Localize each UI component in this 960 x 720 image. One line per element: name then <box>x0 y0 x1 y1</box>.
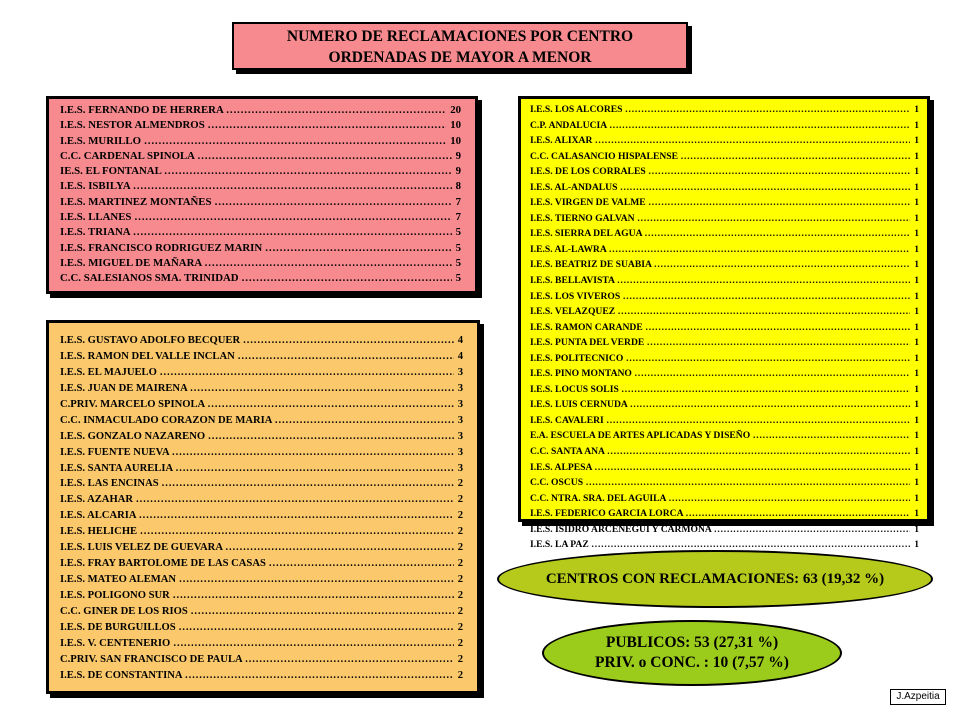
list-item <box>60 524 463 540</box>
center-name: E.A. ESCUELA DE ARTES APLICADAS Y DISEÑO ………………………………………………………………………………………………………………………………… <box>530 428 910 444</box>
list-item <box>60 349 463 365</box>
center-name: I.E.S. FRANCISCO RODRIGUEZ MARIN ………………………………………………………………………………………………………………………………… <box>60 241 452 256</box>
center-name: C.P. ANDALUCIA ………………………………………………………………………………………………………………………………… <box>530 118 910 134</box>
summary-total-text: CENTROS CON RECLAMACIONES: 63 (19,32 %) <box>545 570 885 587</box>
list-item <box>60 103 461 118</box>
center-name: I.E.S. BEATRIZ DE SUABIA ………………………………………………………………………………………………………………………………… <box>530 257 910 273</box>
list-item <box>60 164 461 179</box>
center-name: I.E.S. HELICHE ………………………………………………………………………………………………………………………………… <box>60 524 454 540</box>
complaint-count: 1 <box>914 197 919 209</box>
complaint-count: 3 <box>457 462 463 474</box>
complaint-count: 1 <box>914 430 919 442</box>
complaint-count: 1 <box>914 492 919 504</box>
list-item <box>530 522 919 538</box>
complaint-count: 4 <box>457 350 463 362</box>
center-name: I.E.S. FUENTE NUEVA ………………………………………………………………………………………………………………………………… <box>60 445 454 461</box>
panel-right-list <box>518 96 930 551</box>
list-item <box>60 195 461 210</box>
center-name: C.C. GINER DE LOS RIOS ………………………………………………………………………………………………………………………………… <box>60 604 454 620</box>
center-name: I.E.S. ISBILYA ………………………………………………………………………………………………………………………………… <box>60 179 452 194</box>
complaint-count: 1 <box>914 212 919 224</box>
center-name: C.C. CALASANCIO HISPALENSE ………………………………………………………………………………………………………………………………… <box>530 149 910 165</box>
summary-private-text: PRIV. o CONC. : 10 (7,57 %) <box>595 654 789 671</box>
center-name: I.E.S. RAMON DEL VALLE INCLAN ………………………………………………………………………………………………………………………………… <box>60 349 454 365</box>
summary-total-ellipse <box>497 550 933 608</box>
complaint-count: 8 <box>455 180 461 193</box>
center-name: I.E.S. ALPESA ………………………………………………………………………………………………………………………………… <box>530 460 910 476</box>
list-item <box>530 102 919 118</box>
complaint-count: 1 <box>914 383 919 395</box>
complaint-count: 2 <box>457 653 463 665</box>
center-name: I.E.S. ISIDRO ARCENEGUI Y CARMONA ………………………………………………………………………………………………………………………………… <box>530 522 910 538</box>
title-line-2: ORDENADAS DE MAYOR A MENOR <box>328 49 592 66</box>
list-item <box>60 118 461 133</box>
complaint-count: 1 <box>914 539 919 551</box>
list-item <box>60 508 463 524</box>
list-item <box>60 271 461 286</box>
center-name: I.E.S. DE CONSTANTINA ………………………………………………………………………………………………………………………………… <box>60 668 454 684</box>
center-name: I.E.S. MIGUEL DE MAÑARA ………………………………………………………………………………………………………………………………… <box>60 256 452 271</box>
list-item <box>60 210 461 225</box>
list-item <box>530 257 919 273</box>
list-item <box>60 604 463 620</box>
list-item <box>530 289 919 305</box>
complaint-count: 4 <box>457 335 463 346</box>
complaint-count: 3 <box>457 398 463 410</box>
list-item <box>60 636 463 652</box>
complaint-count: 1 <box>914 104 919 115</box>
list-item <box>530 242 919 258</box>
list-item <box>530 428 919 444</box>
list-item <box>530 335 919 351</box>
list-item <box>530 460 919 476</box>
list-item <box>530 118 919 134</box>
center-name: I.E.S. NESTOR ALMENDROS ………………………………………………………………………………………………………………………………… <box>60 118 446 133</box>
list-item <box>530 226 919 242</box>
center-name: I.E.S. LAS ENCINAS ………………………………………………………………………………………………………………………………… <box>60 476 454 492</box>
list-item <box>530 444 919 460</box>
list-item <box>60 256 461 271</box>
center-name: I.E.S. LLANES ………………………………………………………………………………………………………………………………… <box>60 210 452 225</box>
complaint-count: 3 <box>457 382 463 394</box>
panel-top-list <box>46 96 478 294</box>
complaint-count: 1 <box>914 477 919 489</box>
list-item <box>60 556 463 572</box>
list-item <box>530 506 919 522</box>
center-name: I.E.S. LOCUS SOLIS ………………………………………………………………………………………………………………………………… <box>530 382 910 398</box>
center-name: C.C. INMACULADO CORAZON DE MARIA ………………………………………………………………………………………………………………………………… <box>60 413 454 429</box>
complaint-count: 3 <box>457 366 463 378</box>
center-name: I.E.S. AL-LAWRA ………………………………………………………………………………………………………………………………… <box>530 242 910 258</box>
center-name: I.E.S. ALIXAR ………………………………………………………………………………………………………………………………… <box>530 133 910 149</box>
center-name: I.E.S. FEDERICO GARCIA LORCA ………………………………………………………………………………………………………………………………… <box>530 506 910 522</box>
complaint-count: 2 <box>457 558 463 570</box>
complaint-count: 1 <box>914 352 919 364</box>
list-item <box>530 382 919 398</box>
center-name: I.E.S. LOS ALCORES ………………………………………………………………………………………………………………………………… <box>530 102 910 118</box>
list-item <box>60 413 463 429</box>
list-item <box>530 211 919 227</box>
center-name: I.E.S. TIERNO GALVAN ………………………………………………………………………………………………………………………………… <box>530 211 910 227</box>
complaint-count: 5 <box>455 256 461 269</box>
center-name: I.E.S. DE BURGUILLOS ………………………………………………………………………………………………………………………………… <box>60 620 454 636</box>
list-item <box>60 381 463 397</box>
complaint-count: 1 <box>914 508 919 520</box>
complaint-count: 20 <box>450 104 461 116</box>
list-item <box>60 652 463 668</box>
list-item <box>530 149 919 165</box>
center-name: I.E.S. V. CENTENERIO ………………………………………………………………………………………………………………………………… <box>60 636 454 652</box>
complaint-count: 2 <box>457 574 463 586</box>
center-name: I.E.S. FRAY BARTOLOME DE LAS CASAS ………………………………………………………………………………………………………………………………… <box>60 556 454 572</box>
list-item <box>530 491 919 507</box>
center-name: I.E.S. AL-ANDALUS ………………………………………………………………………………………………………………………………… <box>530 180 910 196</box>
complaint-count: 2 <box>457 494 463 506</box>
list-item <box>60 241 461 256</box>
list-item <box>530 195 919 211</box>
complaint-count: 1 <box>914 399 919 411</box>
center-name: I.E.S. FERNANDO DE HERRERA ………………………………………………………………………………………………………………………………… <box>60 103 446 118</box>
complaint-count: 1 <box>914 446 919 458</box>
list-item <box>60 668 463 684</box>
complaint-count: 2 <box>457 590 463 601</box>
complaint-count: 1 <box>914 228 919 240</box>
list-item <box>530 133 919 149</box>
center-name: I.E.S. LUIS CERNUDA ………………………………………………………………………………………………………………………………… <box>530 397 910 413</box>
list-item <box>530 180 919 196</box>
list-item <box>60 365 463 381</box>
center-name: I.E.S. POLITECNICO ………………………………………………………………………………………………………………………………… <box>530 351 910 367</box>
center-name: I.E.S. DE LOS CORRALES ………………………………………………………………………………………………………………………………… <box>530 164 910 180</box>
list-item <box>530 351 919 367</box>
list-item <box>60 149 461 164</box>
center-name: I.E.S. JUAN DE MAIRENA ………………………………………………………………………………………………………………………………… <box>60 381 454 397</box>
list-item <box>530 413 919 429</box>
author-label: J.Azpeitia <box>890 689 946 705</box>
panel-bottom-list <box>46 320 480 694</box>
list-item <box>60 429 463 445</box>
list-item <box>60 620 463 636</box>
complaint-count: 1 <box>914 306 919 318</box>
complaint-count: 1 <box>914 166 919 178</box>
complaint-count: 1 <box>914 119 919 131</box>
complaint-count: 1 <box>914 461 919 473</box>
list-item <box>530 164 919 180</box>
center-name: I.E.S. MATEO ALEMAN ………………………………………………………………………………………………………………………………… <box>60 572 454 588</box>
complaint-count: 1 <box>914 523 919 535</box>
center-name: C.PRIV. MARCELO SPINOLA ………………………………………………………………………………………………………………………………… <box>60 397 454 413</box>
list-item <box>530 475 919 491</box>
center-name: I.E.S. BELLAVISTA ………………………………………………………………………………………………………………………………… <box>530 273 910 289</box>
complaint-count: 1 <box>914 135 919 147</box>
center-name: I.E.S. MARTINEZ MONTAÑES ………………………………………………………………………………………………………………………………… <box>60 195 452 210</box>
complaint-count: 2 <box>457 542 463 554</box>
center-name: I.E.S. GUSTAVO ADOLFO BECQUER ………………………………………………………………………………………………………………………………… <box>60 333 454 349</box>
center-name: I.E.S. MURILLO ………………………………………………………………………………………………………………………………… <box>60 134 446 149</box>
list-item <box>60 461 463 477</box>
complaint-count: 9 <box>455 149 461 162</box>
complaint-count: 5 <box>455 226 461 239</box>
summary-public-text: PUBLICOS: 53 (27,31 %) <box>605 634 779 651</box>
center-name: I.E.S. PINO MONTANO ………………………………………………………………………………………………………………………………… <box>530 366 910 382</box>
center-name: I.E.S. LOS VIVEROS ………………………………………………………………………………………………………………………………… <box>530 289 910 305</box>
complaint-count: 7 <box>455 211 461 224</box>
complaint-count: 9 <box>455 165 461 178</box>
list-item <box>60 225 461 240</box>
list-item <box>60 445 463 461</box>
center-name: I.E.S. SANTA AURELIA ………………………………………………………………………………………………………………………………… <box>60 461 454 477</box>
complaint-count: 1 <box>914 290 919 302</box>
complaint-count: 10 <box>450 119 461 132</box>
center-name: I.E.S. RAMON CARANDE ………………………………………………………………………………………………………………………………… <box>530 320 910 336</box>
center-name: I.E.S. AZAHAR ………………………………………………………………………………………………………………………………… <box>60 492 454 508</box>
list-item <box>530 397 919 413</box>
complaint-count: 1 <box>914 337 919 349</box>
complaint-count: 1 <box>914 243 919 255</box>
complaint-count: 1 <box>914 181 919 193</box>
complaint-count: 3 <box>457 446 463 458</box>
center-name: I.E.S. EL MAJUELO ………………………………………………………………………………………………………………………………… <box>60 365 454 381</box>
list-item <box>530 366 919 382</box>
list-item <box>60 572 463 588</box>
list-item <box>530 304 919 320</box>
center-name: C.C. OSCUS ………………………………………………………………………………………………………………………………… <box>530 475 910 491</box>
center-name: C.C. SALESIANOS SMA. TRINIDAD ………………………………………………………………………………………………………………………………… <box>60 271 452 286</box>
complaint-count: 3 <box>457 430 463 442</box>
complaint-count: 2 <box>457 510 463 522</box>
complaint-count: 1 <box>914 414 919 426</box>
complaint-count: 2 <box>457 621 463 633</box>
center-name: I.E.S. TRIANA ………………………………………………………………………………………………………………………………… <box>60 225 452 240</box>
complaint-count: 5 <box>455 272 461 285</box>
complaint-count: 2 <box>457 669 463 681</box>
center-name: I.E.S. SIERRA DEL AGUA ………………………………………………………………………………………………………………………………… <box>530 226 910 242</box>
list-item <box>60 179 461 194</box>
complaint-count: 1 <box>914 259 919 271</box>
complaint-count: 5 <box>455 241 461 254</box>
center-name: I.E.S. GONZALO NAZARENO ………………………………………………………………………………………………………………………………… <box>60 429 454 445</box>
center-name: C.C. CARDENAL SPINOLA ………………………………………………………………………………………………………………………………… <box>60 149 452 164</box>
complaint-count: 7 <box>455 195 461 208</box>
complaint-count: 2 <box>457 605 463 617</box>
list-item <box>530 273 919 289</box>
list-item <box>60 333 463 349</box>
list-item <box>530 320 919 336</box>
complaint-count: 2 <box>457 637 463 649</box>
center-name: C.C. NTRA. SRA. DEL AGUILA ………………………………………………………………………………………………………………………………… <box>530 491 910 507</box>
center-name: I.E.S. PUNTA DEL VERDE ………………………………………………………………………………………………………………………………… <box>530 335 910 351</box>
title-line-1: NUMERO DE RECLAMACIONES POR CENTRO <box>286 28 634 45</box>
complaint-count: 1 <box>914 368 919 380</box>
list-item <box>60 588 463 604</box>
list-item <box>60 540 463 556</box>
list-item <box>60 134 461 149</box>
complaint-count: 1 <box>914 275 919 287</box>
center-name: I.E.S. VELAZQUEZ ………………………………………………………………………………………………………………………………… <box>530 304 910 320</box>
center-name: I.E.S. ALCARIA ………………………………………………………………………………………………………………………………… <box>60 508 454 524</box>
center-name: I.E.S. VIRGEN DE VALME ………………………………………………………………………………………………………………………………… <box>530 195 910 211</box>
center-name: C.C. SANTA ANA ………………………………………………………………………………………………………………………………… <box>530 444 910 460</box>
summary-breakdown-ellipse <box>542 620 842 686</box>
center-name: I.E.S. POLIGONO SUR ………………………………………………………………………………………………………………………………… <box>60 588 454 604</box>
complaint-count: 2 <box>457 478 463 490</box>
page-title <box>232 22 688 70</box>
complaint-count: 1 <box>914 150 919 162</box>
center-name: C.PRIV. SAN FRANCISCO DE PAULA ………………………………………………………………………………………………………………………………… <box>60 652 454 668</box>
center-name: I.E.S. CAVALERI ………………………………………………………………………………………………………………………………… <box>530 413 910 429</box>
list-item <box>60 476 463 492</box>
list-item <box>60 397 463 413</box>
complaint-count: 10 <box>450 134 461 147</box>
center-name: IE.S. EL FONTANAL ………………………………………………………………………………………………………………………………… <box>60 164 452 179</box>
complaint-count: 2 <box>457 526 463 538</box>
complaint-count: 1 <box>914 321 919 333</box>
center-name: I.E.S. LA PAZ ………………………………………………………………………………………………………………………………… <box>530 537 910 553</box>
list-item <box>60 492 463 508</box>
complaint-count: 3 <box>457 414 463 426</box>
center-name: I.E.S. LUIS VELEZ DE GUEVARA ………………………………………………………………………………………………………………………………… <box>60 540 454 556</box>
